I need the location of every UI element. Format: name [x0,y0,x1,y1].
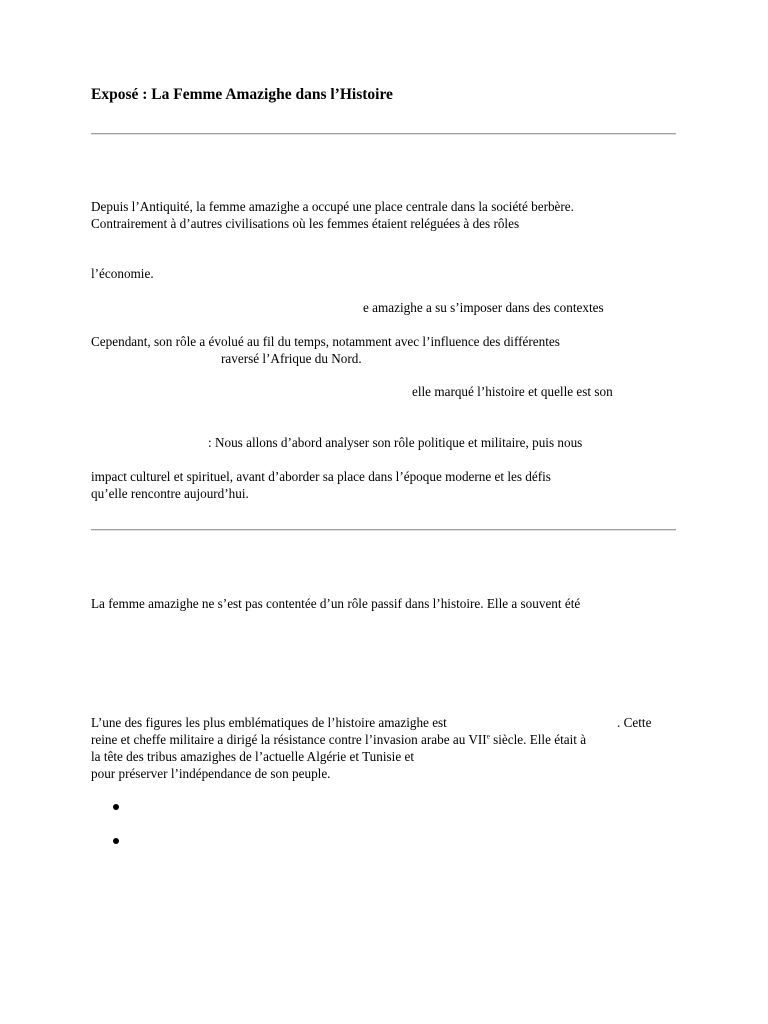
intro-line-4: e amazighe a su s’imposer dans des contextes [363,300,604,315]
section1-line-1: La femme amazighe ne s’est pas contentée d’un rôle passif dans l’histoire. Elle a souvent été [91,596,581,611]
section2-line-1a: L’une des figures les plus emblématiques de l’histoire amazighe est [91,715,447,730]
century-superscript: e [486,732,490,741]
section2-line-2 [91,731,586,748]
intro-line-9: impact culturel et spirituel, avant d’aborder sa place dans l’époque moderne et les défis [91,469,551,484]
document-title: Exposé : La Femme Amazighe dans l’Histoire [91,86,393,103]
intro-line-8: : Nous allons d’abord analyser son rôle politique et militaire, puis nous [208,435,583,450]
intro-line-5: Cependant, son rôle a évolué au fil du temps, notamment avec l’influence des différentes [91,334,560,349]
section2-line-2b: siècle. Elle était à [489,732,587,747]
horizontal-rule [91,133,676,135]
intro-line-6: raversé l’Afrique du Nord. [221,351,362,366]
intro-line-3: l’économie. [91,266,154,281]
intro-line-2: Contrairement à d’autres civilisations où les femmes étaient reléguées à des rôles [91,216,520,231]
bullet-point [113,804,119,810]
section2-line-3: la tête des tribus amazighes de l’actuelle Algérie et Tunisie et [91,749,414,764]
intro-line-7: elle marqué l’histoire et quelle est son [412,384,613,399]
bullet-point [113,838,119,844]
section2-line-4: pour préserver l’indépendance de son peuple. [91,766,331,781]
horizontal-rule [91,529,676,531]
section2-line-1b: . Cette [617,715,652,730]
intro-line-10: qu’elle rencontre aujourd’hui. [91,486,249,501]
section2-line-2a: reine et cheffe militaire a dirigé la résistance contre l’invasion arabe au VII [91,732,487,747]
intro-line-1: Depuis l’Antiquité, la femme amazighe a occupé une place centrale dans la société berbère. [91,199,574,214]
